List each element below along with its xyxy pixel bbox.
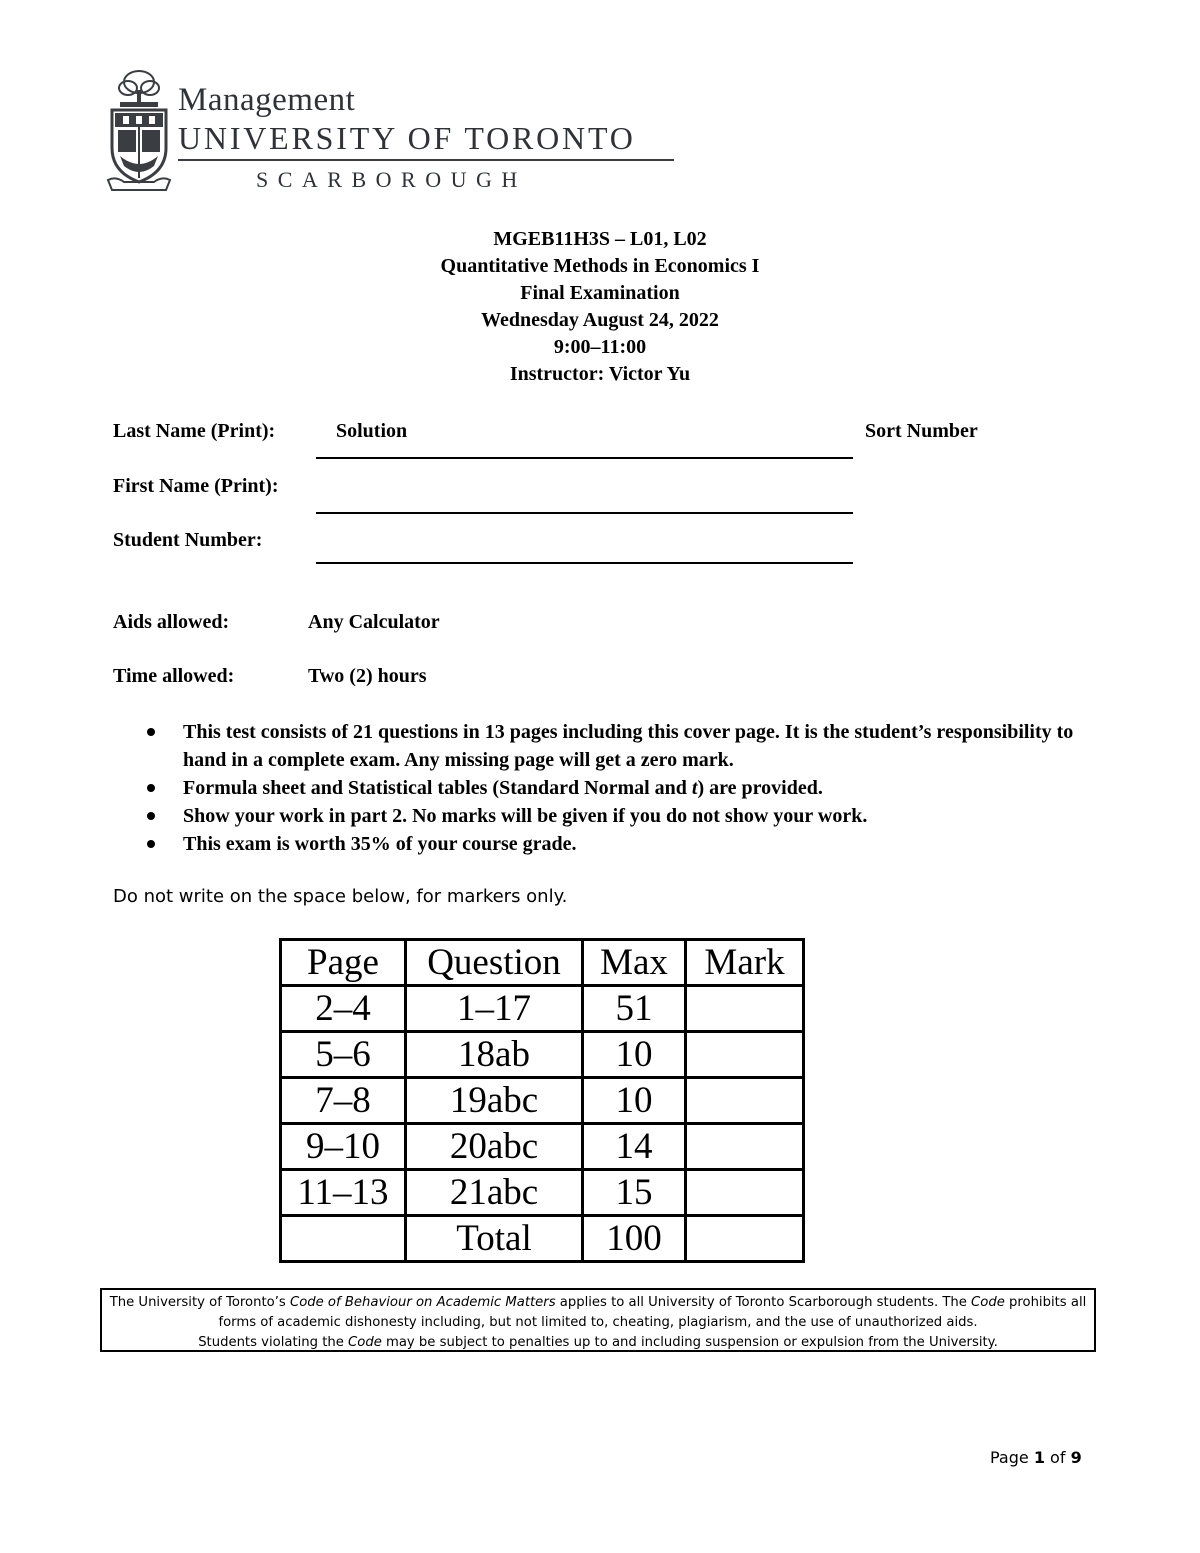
table-row [281,1032,804,1078]
instruction-item: This test consists of 21 questions in 13 pages including this cover page. It is the student’s responsibility to hand in a complete exam. Any missing page will get a zero mark. [140,718,1120,774]
mark-cell [686,1078,804,1124]
marks-table [279,938,805,1263]
exam-date: Wednesday August 24, 2022 [481,309,719,331]
table-row [281,1170,804,1216]
total-mark-cell [686,1216,804,1262]
logo-management-text: Management [178,82,356,118]
course-code: MGEB11H3S – L01, L02 [493,228,707,250]
bullet-icon [147,812,155,820]
bullet-icon [147,784,155,792]
table-total-row [281,1216,804,1262]
max-cell: 14 [583,1124,686,1170]
bullet-icon [147,840,155,848]
crest-icon [106,68,172,194]
student-number-label: Student Number: [113,529,263,551]
table-row [281,986,804,1032]
bullet-icon [147,728,155,736]
sort-number-label: Sort Number [865,420,978,442]
total-label-cell: Total [406,1216,583,1262]
question-cell: 21abc [406,1170,583,1216]
last-name-label: Last Name (Print): [113,420,276,442]
page-cell: 2–4 [281,986,406,1032]
logo-university-text: UNIVERSITY OF TORONTO [178,120,636,156]
first-name-label: First Name (Print): [113,475,279,497]
max-cell: 10 [583,1032,686,1078]
aids-label: Aids allowed: [113,611,230,633]
university-logo [106,68,686,196]
instruction-item: Formula sheet and Statistical tables (Standard Normal and t) are provided. [140,774,1120,802]
mark-cell [686,1124,804,1170]
exam-time: 9:00–11:00 [553,336,647,358]
page-cell: 7–8 [281,1078,406,1124]
academic-conduct-notice: The University of Toronto’s Code of Behaviour on Academic Matters applies to all University of Toronto Scarborough students. The Code prohibits all forms of academic dishonesty including, but not limited to, cheating, plagiarism, and the use of unauthorized aids. Students violating the Code may be subject to penalties up to and including suspension or expulsion from the University. [100,1288,1096,1352]
question-cell: 18ab [406,1032,583,1078]
time-label: Time allowed: [113,665,235,687]
time-value: Two (2) hours [308,665,427,687]
column-header: Max [583,940,686,986]
column-header: Question [406,940,583,986]
table-row [281,1078,804,1124]
page-cell: 11–13 [281,1170,406,1216]
question-cell: 19abc [406,1078,583,1124]
last-name-value: Solution [336,420,408,442]
student-number-line [316,562,853,564]
instruction-item: Show your work in part 2. No marks will be given if you do not show your work. [140,802,1120,830]
instructor: Instructor: Victor Yu [509,363,691,385]
question-cell: 20abc [406,1124,583,1170]
logo-divider [178,159,674,161]
table-row [281,1124,804,1170]
exam-type: Final Examination [520,282,680,304]
question-cell: 1–17 [406,986,583,1032]
page-cell: 5–6 [281,1032,406,1078]
page-cell [281,1216,406,1262]
instruction-list [140,718,1120,858]
page-cell: 9–10 [281,1124,406,1170]
markers-note: Do not write on the space below, for markers only. [113,886,568,907]
max-cell: 15 [583,1170,686,1216]
column-header: Page [281,940,406,986]
total-max-cell: 100 [583,1216,686,1262]
mark-cell [686,1170,804,1216]
exam-header [0,226,1200,388]
mark-cell [686,986,804,1032]
max-cell: 51 [583,986,686,1032]
logo-scarborough-text: SCARBOROUGH [256,167,527,192]
column-header: Mark [686,940,804,986]
instruction-item: This exam is worth 35% of your course grade. [140,830,1120,858]
mark-cell [686,1032,804,1078]
max-cell: 10 [583,1078,686,1124]
first-name-line [316,512,853,514]
aids-value: Any Calculator [308,611,440,633]
table-header-row [281,940,804,986]
last-name-line [316,457,853,459]
course-title: Quantitative Methods in Economics I [440,255,760,277]
page-number: Page 1 of 9 [990,1448,1082,1467]
